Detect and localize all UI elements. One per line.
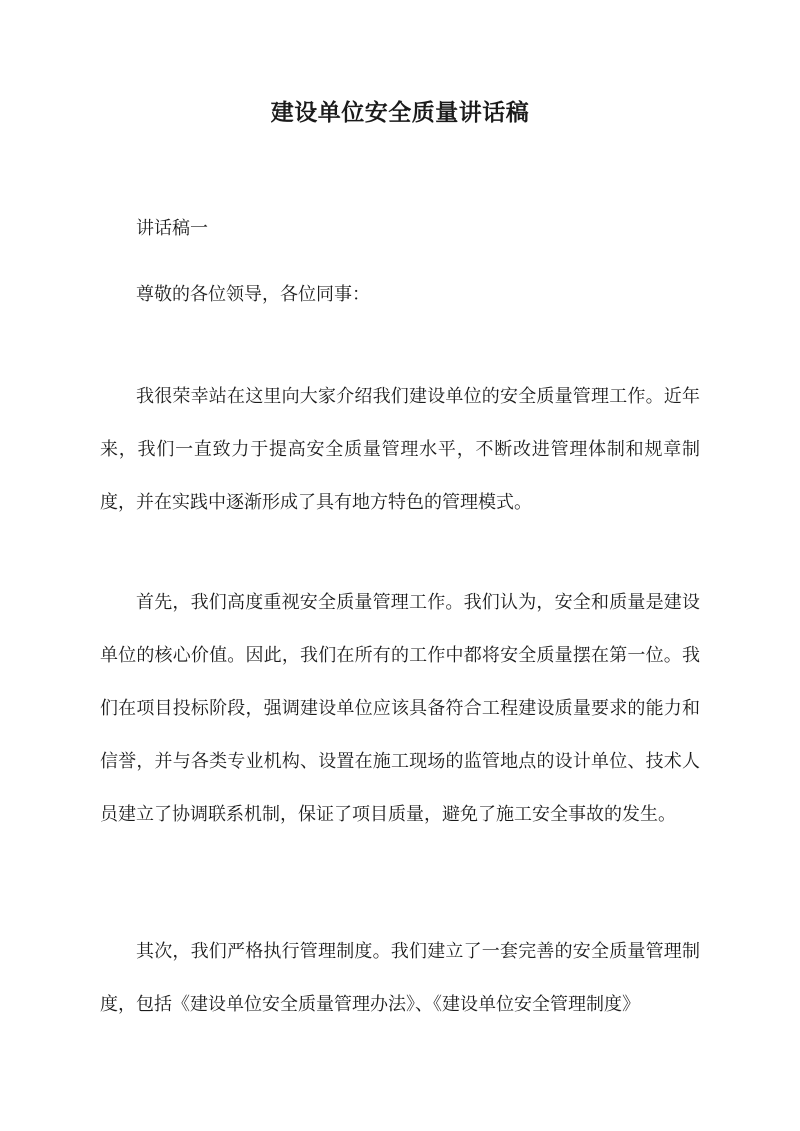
paragraph-intro: 我很荣幸站在这里向大家介绍我们建设单位的安全质量管理工作。近年来，我们一直致力于提高安全质量管理水平，不断改进管理体制和规章制度，并在实践中逐渐形成了具有地方特色的管理模式。 xyxy=(100,386,700,513)
paragraph-first: 首先，我们高度重视安全质量管理工作。我们认为，安全和质量是建设单位的核心价值。因此，我们在所有的工作中都将安全质量摆在第一位。我们在项目投标阶段，强调建设单位应该具备符合工程建设质量要求的能力和信誉，并与各类专业机构、设置在施工现场的监管地点的设计单位、技术人员建立了协调联系机制，保证了项目质量，避免了施工安全事故的发生。 xyxy=(100,592,700,825)
greeting: 尊敬的各位领导，各位同事： xyxy=(136,284,370,305)
document-title: 建设单位安全质量讲话稿 xyxy=(270,99,530,126)
paragraph-second: 其次，我们严格执行管理制度。我们建立了一套完善的安全质量管理制度，包括《建设单位安全质量管理办法》、《建设单位安全管理制度》 xyxy=(100,941,700,1015)
section-label: 讲话稿一 xyxy=(136,218,208,239)
